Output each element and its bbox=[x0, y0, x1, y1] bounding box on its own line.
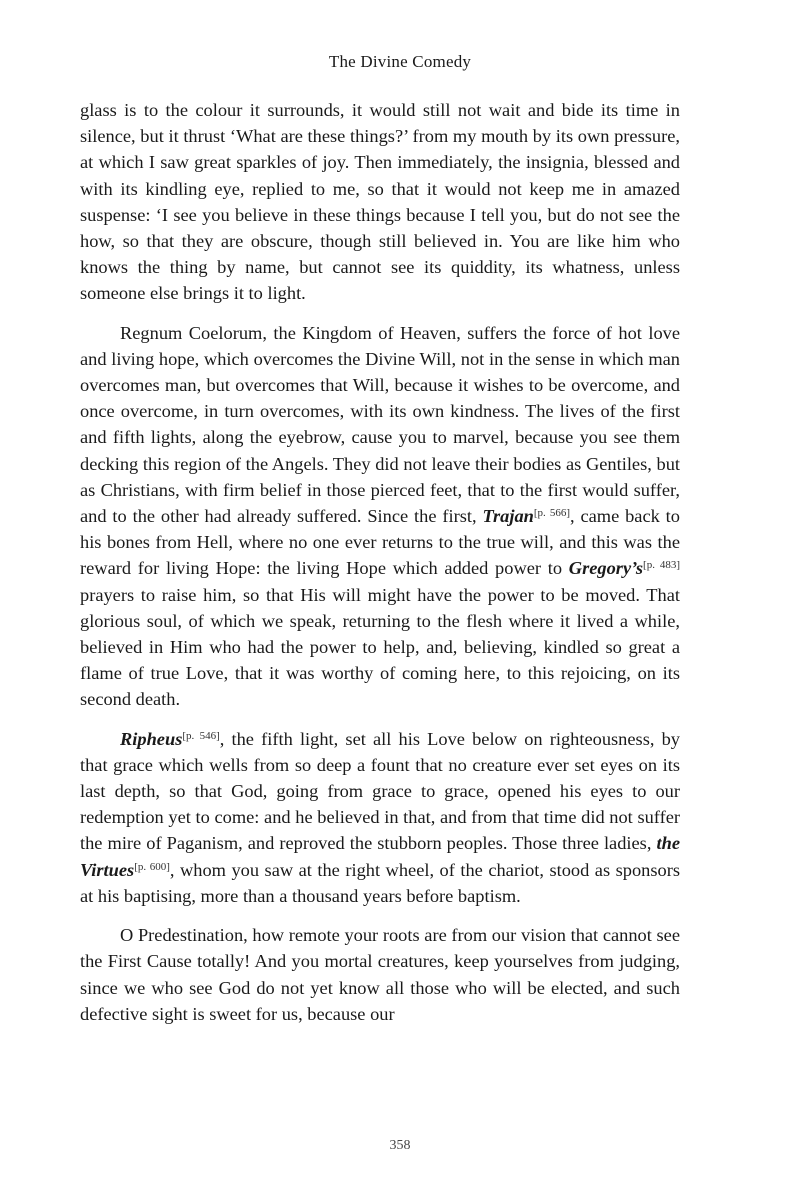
paragraph-2-text-a: Regnum Coelorum, the Kingdom of Heaven, suffers the force of hot love and living hope, which overcomes the Divine Will, not in the sense in which man overcomes man, but overcomes that Will, because it wishes to be overcome, and once overcome, in turn overcomes, with its own kindness. The lives of the first and fifth lights, along the eyebrow, cause you to marvel, because you see them decking this region of the Angels. They did not leave their bodies as Gentiles, but as Christians, with firm belief in those pierced feet, that to the first would suffer, and to the other had already suffered. Since the first, bbox=[80, 322, 680, 527]
page-ref-link[interactable]: [p. 600] bbox=[134, 860, 170, 873]
paragraph-3 bbox=[80, 726, 680, 909]
paragraph-3-text-a: , the fifth light, set all his Love below on righteousness, by that grace which wells from so deep a fount that no creature ever set eyes on its last depth, so that God, going from grace to grace, opened his eyes to our redemption yet to come: and he believed in that, and from that time did not suffer the mire of Paganism, and reproved the stubborn peoples. Those three ladies, bbox=[80, 728, 680, 854]
body-text bbox=[80, 97, 680, 1040]
paragraph-1: glass is to the colour it surrounds, it would still not wait and bide its time in silence, but it thrust ‘What are these things?’ from my mouth by its own pressure, at which I saw great sparkles of joy. Then immediately, the insignia, blessed and with its kindling eye, replied to me, so that it would not keep me in amazed suspense: ‘I see you believe in these things because I tell you, but do not see the how, so that they are obscure, though still believed in. You are like him who knows the thing by name, but cannot see its quiddity, its whatness, unless someone else brings it to light. bbox=[80, 100, 680, 304]
running-head: The Divine Comedy bbox=[328, 52, 472, 71]
name-the-virtues: the Virtues bbox=[80, 833, 680, 880]
name-trajan: Trajan bbox=[482, 506, 534, 527]
name-ripheus: Ripheus bbox=[120, 728, 183, 749]
paragraph-2 bbox=[80, 320, 680, 713]
paragraph-3-text-b: , whom you saw at the right wheel, of the chariot, stood as sponsors at his baptising, more than a thousand years before baptism. bbox=[80, 859, 680, 906]
paragraph-4: O Predestination, how remote your roots are from our vision that cannot see the First Cause totally! And you mortal creatures, keep yourselves from judging, since we who see God do not yet know all those who will be elected, and such defective sight is sweet for us, because our bbox=[80, 925, 680, 1024]
page-ref-link[interactable]: [p. 566] bbox=[533, 507, 570, 520]
paragraph-2-text-b: , came back to his bones from Hell, where no one ever returns to the true will, and this was the reward for living Hope: the living Hope which added power to bbox=[80, 506, 680, 579]
page-ref-link[interactable]: [p. 483] bbox=[643, 559, 680, 572]
paragraph-2-text-c: prayers to raise him, so that His will might have the power to be moved. That glorious soul, of which we speak, returning to the flesh where it lived a while, believed in Him who had the power to help, and, believing, kindled so great a flame of true Love, that it was worthy of coming here, to this rejoicing, on its second death. bbox=[80, 584, 680, 710]
page-ref-link[interactable]: [p. 546] bbox=[182, 729, 220, 742]
name-gregory: Gregory’s bbox=[568, 558, 644, 579]
page-number: 358 bbox=[389, 1138, 411, 1153]
